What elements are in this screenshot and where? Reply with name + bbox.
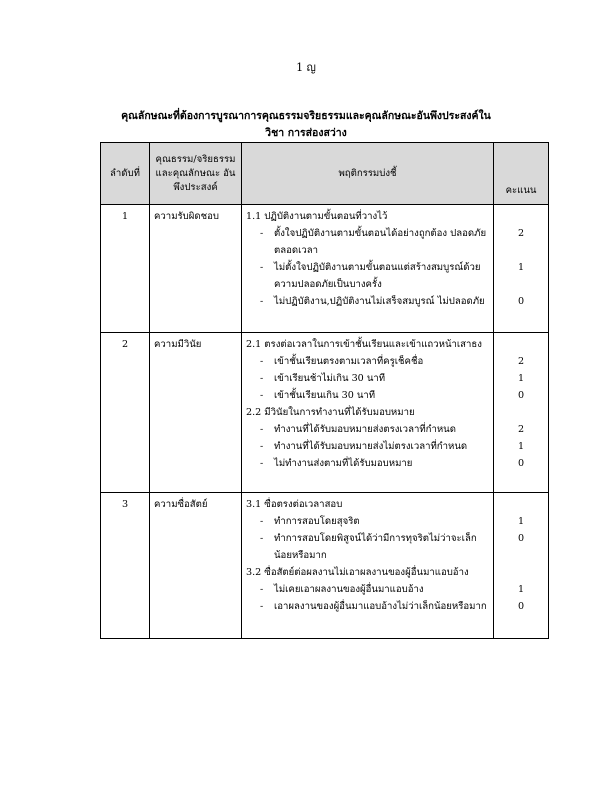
- behavior-item: - ทำการสอบโดยพิสูจน์ได้ว่ามีการทุจริตไม่ว่าจะเล็กน้อยหรือมาก: [246, 530, 489, 564]
- criteria-table: [100, 142, 549, 639]
- header-no: ลำดับที่: [101, 143, 150, 205]
- score-value: 0: [517, 601, 525, 612]
- row-number: 2: [101, 333, 150, 493]
- behavior-text: ตั้งใจปฏิบัติงานตามขั้นตอนได้อย่างถูกต้อง ปลอดภัยตลอดเวลา: [274, 228, 487, 256]
- behavior-text: ทำงานที่ได้รับมอบหมายส่งไม่ตรงเวลาที่กำหนด: [274, 441, 468, 452]
- score-value: 1: [517, 584, 525, 595]
- behavior-text: เข้าเรียนช้าไม่เกิน 30 นาที: [274, 373, 386, 384]
- behavior-item: - เข้าชั้นเรียนตรงตามเวลาที่ครูเช็คชื่อ: [246, 353, 489, 370]
- row-behavior: [242, 333, 494, 493]
- behavior-text: ไม่ปฏิบัติงาน,ปฏิบัติงานไม่เสร็จสมบูรณ์ ไม่ปลอดภัย: [274, 296, 485, 307]
- behavior-item: - ไม่ปฏิบัติงาน,ปฏิบัติงานไม่เสร็จสมบูรณ์ ไม่ปลอดภัย: [246, 293, 489, 310]
- table-header-row: [101, 143, 549, 205]
- title-line-1: คุณลักษณะที่ต้องการบูรณาการคุณธรรมจริยธรรมและคุณลักษณะอันพึงประสงค์ใน: [121, 110, 491, 122]
- behavior-text: ทำการสอบโดยสุจริต: [274, 516, 360, 527]
- table-row: [101, 493, 549, 639]
- behavior-text: ทำงานที่ได้รับมอบหมายส่งตรงเวลาที่กำหนด: [274, 424, 456, 435]
- behavior-item: - เข้าชั้นเรียนเกิน 30 นาที: [246, 387, 489, 404]
- row-virtue: ความมีวินัย: [150, 333, 242, 493]
- behavior-text: เข้าชั้นเรียนเกิน 30 นาที: [274, 390, 376, 401]
- behavior-text: เอาผลงานของผู้อื่นมาแอบอ้างไม่ว่าเล็กน้อยหรือมาก: [274, 601, 487, 612]
- table-row: [101, 333, 549, 493]
- behavior-item: - ไม่เคยเอาผลงานของผู้อื่นมาแอบอ้าง: [246, 581, 489, 598]
- score-value: 1: [517, 516, 525, 527]
- row-number: 1: [101, 205, 150, 333]
- score-value: 2: [517, 424, 525, 435]
- behavior-heading: 3.1 ซื่อตรงต่อเวลาสอบ: [246, 499, 343, 510]
- behavior-text: ทำการสอบโดยพิสูจน์ได้ว่ามีการทุจริตไม่ว่าจะเล็กน้อยหรือมาก: [274, 533, 477, 561]
- document-title: [0, 108, 612, 142]
- score-value: 0: [517, 390, 525, 401]
- score-value: 1: [517, 441, 525, 452]
- row-virtue: ความซื่อสัตย์: [150, 493, 242, 639]
- row-score: [494, 205, 549, 333]
- title-line-2: วิชา การส่องสว่าง: [265, 127, 347, 139]
- behavior-item: - ไม่ทำงานส่งตามที่ได้รับมอบหมาย: [246, 455, 489, 472]
- row-score: [494, 333, 549, 493]
- row-virtue: ความรับผิดชอบ: [150, 205, 242, 333]
- behavior-text: เข้าชั้นเรียนตรงตามเวลาที่ครูเช็คชื่อ: [274, 356, 424, 367]
- behavior-item: - ทำงานที่ได้รับมอบหมายส่งตรงเวลาที่กำหนด: [246, 421, 489, 438]
- behavior-item: - ทำการสอบโดยสุจริต: [246, 513, 489, 530]
- row-number: 3: [101, 493, 150, 639]
- behavior-item: - ตั้งใจปฏิบัติงานตามขั้นตอนได้อย่างถูกต้อง ปลอดภัยตลอดเวลา: [246, 225, 489, 259]
- behavior-item: - เอาผลงานของผู้อื่นมาแอบอ้างไม่ว่าเล็กน้อยหรือมาก: [246, 598, 489, 615]
- score-value: 0: [517, 296, 525, 307]
- behavior-heading: 2.1 ตรงต่อเวลาในการเข้าชั้นเรียนและเข้าแถวหน้าเสาธง: [246, 339, 482, 350]
- table-row: [101, 205, 549, 333]
- behavior-item: - เข้าเรียนช้าไม่เกิน 30 นาที: [246, 370, 489, 387]
- score-value: 0: [517, 458, 525, 469]
- behavior-item: - ไม่ตั้งใจปฏิบัติงานตามขั้นตอนแต่สร้างสมบูรณ์ด้วยความปลอดภัยเป็นบางครั้ง: [246, 259, 489, 293]
- behavior-heading: 3.2 ซื่อสัตย์ต่อผลงานไม่เอาผลงานของผู้อื่นมาแอบอ้าง: [246, 567, 469, 578]
- row-behavior: [242, 205, 494, 333]
- header-virtue: คุณธรรม/จริยธรรม และคุณลักษณะ อันพึงประสงค์: [150, 143, 242, 205]
- score-value: 1: [517, 262, 525, 273]
- row-behavior: [242, 493, 494, 639]
- header-behavior: พฤติกรรมบ่งชี้: [242, 143, 494, 205]
- behavior-heading: 1.1 ปฏิบัติงานตามขั้นตอนที่วางไว้: [246, 211, 388, 222]
- behavior-text: ไม่เคยเอาผลงานของผู้อื่นมาแอบอ้าง: [274, 584, 424, 595]
- behavior-text: ไม่ตั้งใจปฏิบัติงานตามขั้นตอนแต่สร้างสมบูรณ์ด้วยความปลอดภัยเป็นบางครั้ง: [274, 262, 481, 290]
- behavior-heading: 2.2 มีวินัยในการทำงานที่ได้รับมอบหมาย: [246, 407, 415, 418]
- score-value: 2: [517, 228, 525, 239]
- score-value: 1: [517, 373, 525, 384]
- behavior-item: - ทำงานที่ได้รับมอบหมายส่งไม่ตรงเวลาที่กำหนด: [246, 438, 489, 455]
- row-score: [494, 493, 549, 639]
- page-number: 1 ญ: [296, 61, 316, 74]
- header-score: คะแนน: [494, 143, 549, 205]
- score-value: 0: [517, 533, 525, 544]
- score-value: 2: [517, 356, 525, 367]
- behavior-text: ไม่ทำงานส่งตามที่ได้รับมอบหมาย: [274, 458, 413, 469]
